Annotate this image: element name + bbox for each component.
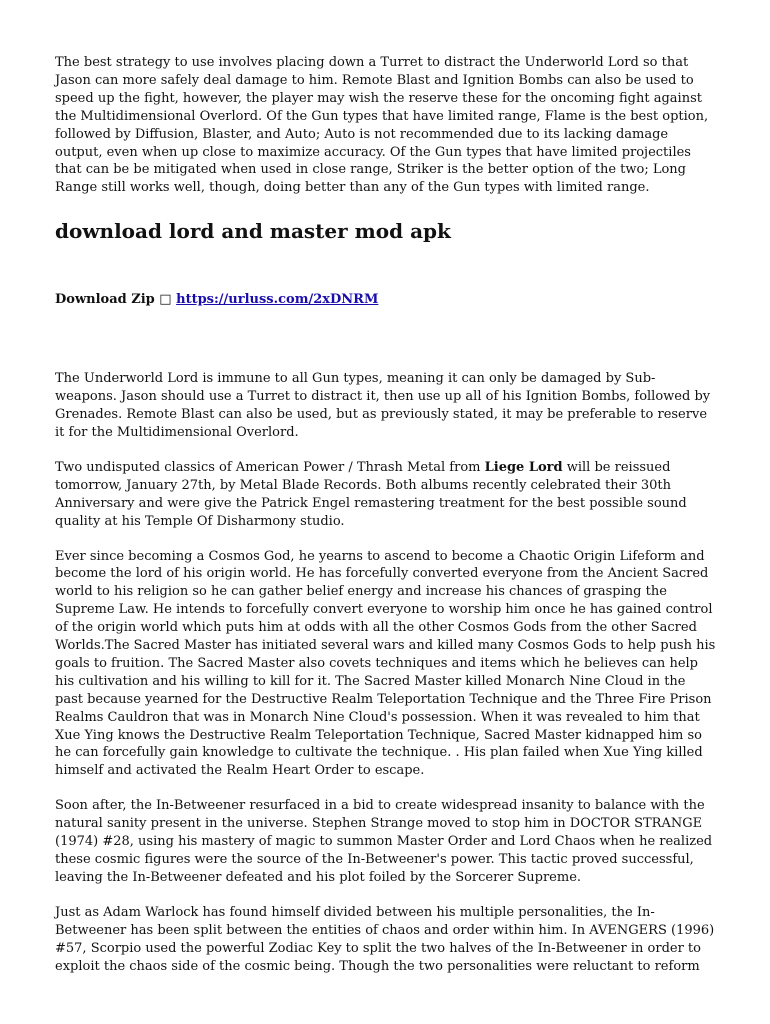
band-name: Liege Lord	[484, 459, 563, 475]
paragraph-liege-lord	[55, 459, 717, 531]
download-link[interactable]: https://urluss.com/2xDNRM	[176, 292, 379, 308]
page-heading: download lord and master mod apk	[55, 219, 451, 244]
download-label: Download Zip	[55, 292, 155, 308]
download-line	[55, 291, 717, 309]
paragraph-liege-lord-text-start: Two undisputed classics of American Power / Thrash Metal from	[55, 459, 485, 475]
paragraph-adam-warlock: Just as Adam Warlock has found himself divided between his multiple personalities, the In-Betweener has been split between the entities of chaos and order within him. In AVENGERS (1996) #57, Scorpio used the powerful Zodiac Key to split the two halves of the In-Betweener in order to exploit the chaos side of the cosmic being. Though the two personalities were reluctant to reform	[55, 904, 715, 974]
paragraph-sacred-master: Ever since becoming a Cosmos God, he yearns to ascend to become a Chaotic Origin Lifeform and become the lord of his origin world. He has forcefully converted everyone from the Ancient Sacred world to his religion so he can gather belief energy and increase his chances of grasping the Supreme Law. He intends to forcefully convert everyone to worship him once he has gained control of the origin world which puts him at odds with all the other Cosmos Gods from the other Sacred Worlds.The Sacred Master has initiated several wars and killed many Cosmos Gods to help push his goals to fruition. The Sacred Master also covets techniques and items which he believes can help his cultivation and his willing to kill for it. The Sacred Master killed Monarch Nine Cloud in the past because yearned for the Destructive Realm Teleportation Technique and the Three Fire Prison Realms Cauldron that was in Monarch Nine Cloud's possession. When it was revealed to him that Xue Ying knows the Destructive Realm Teleportation Technique, Sacred Master kidnapped him so he can forcefully gain knowledge to cultivate the technique. . His plan failed when Xue Ying killed himself and activated the Realm Heart Order to escape.	[55, 548, 716, 779]
intro-paragraph: The best strategy to use involves placing down a Turret to distract the Underworld Lord so that Jason can more safely deal damage to him. Remote Blast and Ignition Bombs can also be used to speed up the fight, however, the player may wish the reserve these for the oncoming fight against the Multidimensional Overlord. Of the Gun types that have limited range, Flame is the best option, followed by Diffusion, Blaster, and Auto; Auto is not recommended due to its lacking damage output, even when up close to maximize accuracy. Of the Gun types that have limited projectiles that can be be mitigated when used in close range, Striker is the better option of the two; Long Range still works well, though, doing better than any of the Gun types with limited range.	[55, 55, 709, 196]
paragraph-underworld-lord: The Underworld Lord is immune to all Gun types, meaning it can only be damaged by Sub-weapons. Jason should use a Turret to distract it, then use up all of his Ignition Bombs, followed by Grenades. Remote Blast can also be used, but as previously stated, it may be preferable to reserve it for the Multidimensional Overlord.	[55, 371, 711, 440]
article	[55, 54, 717, 992]
placeholder-glyph-icon: □	[159, 292, 172, 308]
paragraph-liege-lord-text-end: will be reissued tomorrow, January 27th, by Metal Blade Records. Both albums recently celebrated their 30th Anniversary and were give the Patrick Engel remastering treatment for the best possible sound quality at his Temple Of Disharmony studio.	[55, 459, 687, 529]
paragraph-in-betweener: Soon after, the In-Betweener resurfaced in a bid to create widespread insanity to balance with the natural sanity present in the universe. Stephen Strange moved to stop him in DOCTOR STRANGE (1974) #28, using his mastery of magic to summon Master Order and Lord Chaos when he realized these cosmic figures were the source of the In-Betweener's power. This tactic proved successful, leaving the In-Betweener defeated and his plot foiled by the Sorcerer Supreme.	[55, 798, 713, 885]
